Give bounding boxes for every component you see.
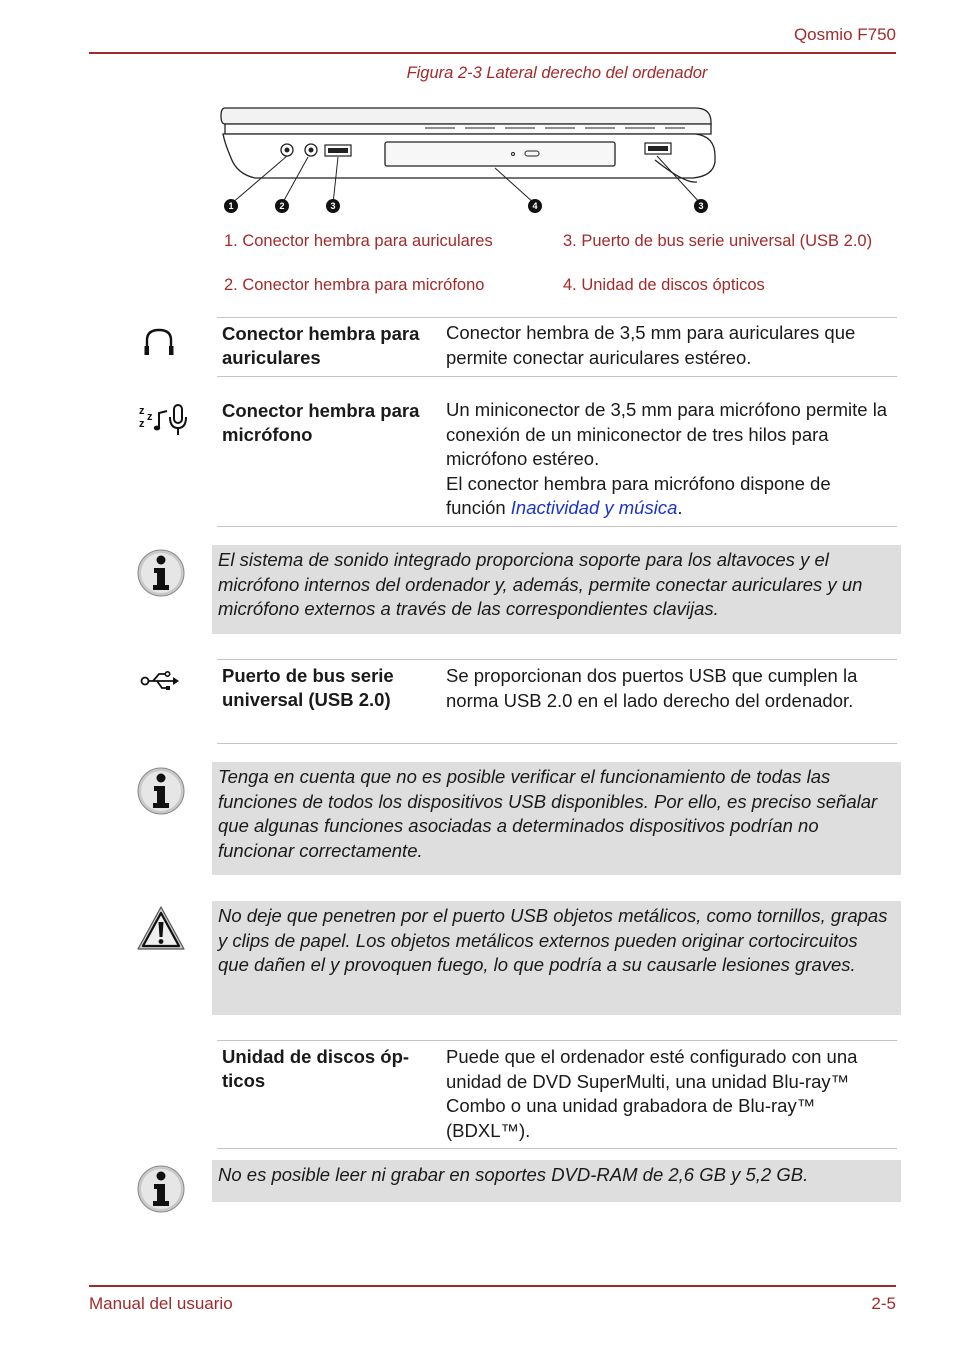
- callout-1: 1: [228, 201, 234, 211]
- svg-text:z: z: [147, 411, 153, 423]
- figure-caption: Figura 2-3 Lateral derecho del ordenador: [406, 64, 708, 82]
- desc-headphone: Conector hembra de 3,5 mm para auriculares que permite conectar auriculares estéreo.: [446, 322, 856, 368]
- table-rule: [217, 743, 897, 744]
- table-rule: [217, 526, 897, 527]
- footer-rule: [89, 1285, 896, 1287]
- term-microphone: Conector hembra para micrófono: [222, 400, 420, 445]
- callout-3b: 3: [698, 201, 704, 211]
- note-sound-system: El sistema de sonido integrado proporciona soporte para los altavoces y el micrófono internos del ordenador y, además, permite conectar auriculares y un micrófono externos a través de las correspondientes clavijas.: [212, 545, 901, 634]
- term-headphone: Conector hembra para auriculares: [222, 323, 420, 368]
- svg-text:z: z: [139, 405, 145, 417]
- table-rule: [217, 317, 897, 318]
- warning-icon: [136, 905, 186, 953]
- desc-microphone-line-1: Un miniconector de 3,5 mm para micrófono permite la conexión de un miniconector de tres hilos para micrófono estéreo.: [446, 399, 888, 469]
- note-usb-devices: Tenga en cuenta que no es posible verificar el funcionamiento de todas las funciones de todos los dispositivos USB disponibles. Por ello, es preciso señalar que algunas funciones asociadas a determinados dispositivos podrían no funcionar correctamente.: [212, 762, 901, 875]
- table-rule: [217, 659, 897, 660]
- desc-usb: Se proporcionan dos puertos USB que cumplen la norma USB 2.0 en el lado derecho del ordenador.: [446, 665, 858, 711]
- info-icon: [136, 766, 186, 816]
- desc-microphone-line-2-text: El conector hembra para micrófono dispone de función: [446, 472, 831, 518]
- desc-microphone-line-2: [446, 472, 891, 521]
- table-rule: [217, 1040, 897, 1041]
- legend-item-2: 2. Conector hembra para micrófono: [224, 276, 485, 294]
- note-usb-warning: No deje que penetren por el puerto USB objetos metálicos, como tornillos, grapas y clips de papel. Los objetos metálicos externos pueden originar cortocircuitos que dañen el y provoquen fuego, lo que podría a su causarle lesiones graves.: [212, 901, 901, 1015]
- legend-item-3: 3. Puerto de bus serie universal (USB 2.0): [563, 232, 873, 250]
- callout-3: 3: [330, 201, 336, 211]
- header-title: Qosmio F750: [793, 25, 896, 44]
- link-inactividad-y-musica[interactable]: Inactividad y música: [510, 497, 678, 518]
- info-icon: [136, 1164, 186, 1214]
- term-optical-drive: Unidad de discos óp-ticos: [222, 1046, 410, 1091]
- note-dvd-ram: No es posible leer ni grabar en soportes DVD-RAM de 2,6 GB y 5,2 GB.: [212, 1160, 901, 1202]
- headphone-icon: [142, 326, 176, 358]
- header-rule: [89, 52, 896, 54]
- desc-microphone: [446, 398, 891, 521]
- table-rule: [217, 376, 897, 377]
- footer-manual-title: Manual del usuario: [89, 1294, 233, 1313]
- info-icon: [136, 548, 186, 598]
- callout-2: 2: [279, 201, 285, 211]
- callout-4: 4: [532, 201, 538, 211]
- term-usb: Puerto de bus serie universal (USB 2.0): [222, 665, 394, 710]
- microphone-icon: [137, 401, 191, 437]
- table-rule: [217, 1148, 897, 1149]
- laptop-right-side-illustration: [215, 100, 720, 220]
- usb-icon: [140, 670, 180, 692]
- footer-page-number: 2-5: [871, 1294, 896, 1313]
- legend-item-1: 1. Conector hembra para auriculares: [224, 232, 493, 250]
- desc-microphone-end: .: [677, 497, 683, 518]
- legend-item-4: 4. Unidad de discos ópticos: [563, 276, 765, 294]
- svg-text:z: z: [139, 418, 145, 430]
- desc-optical-drive: Puede que el ordenador esté configurado con una unidad de DVD SuperMulti, una unidad Blu-ray™ Combo o una unidad grabadora de Blu-ray™ (BDXL™).: [446, 1046, 858, 1141]
